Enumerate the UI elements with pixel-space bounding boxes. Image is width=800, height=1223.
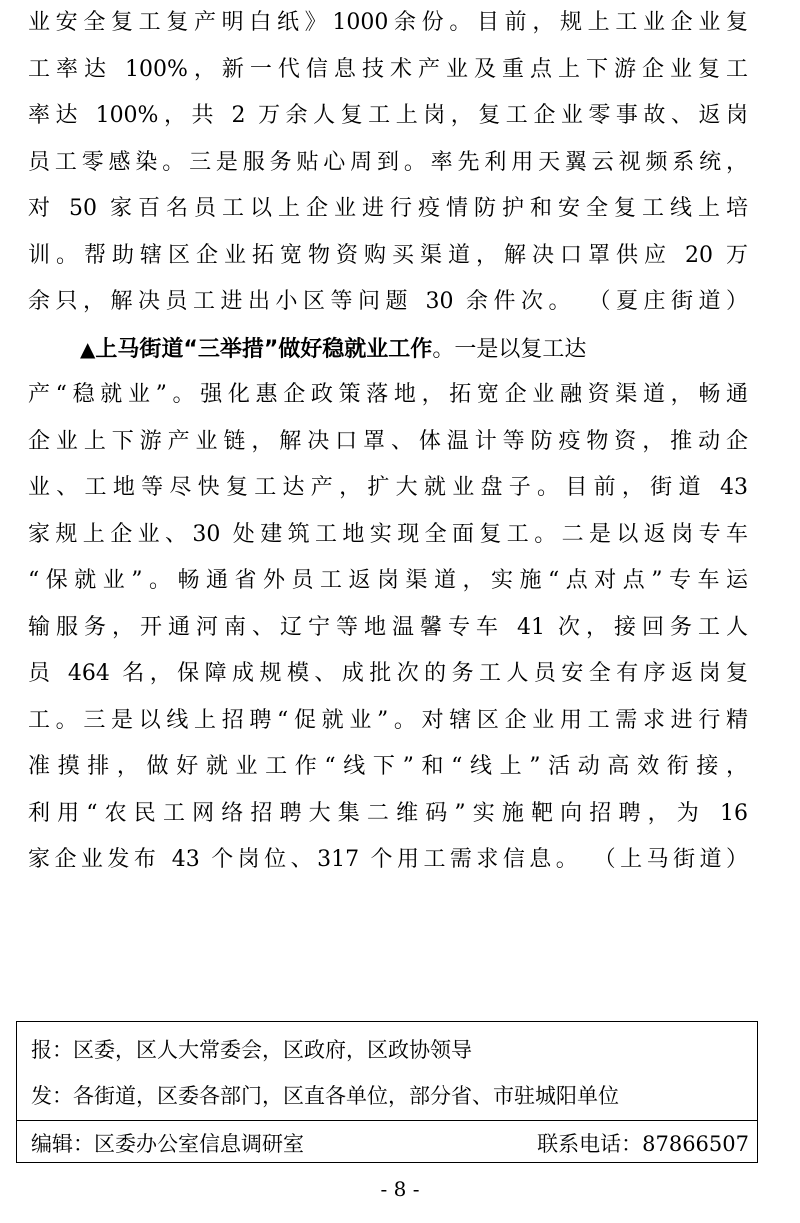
section-heading-line [28,326,748,373]
paragraph-line: 输服务，开通河南、辽宁等地温馨专车 41 次，接回务工人 [28,614,748,640]
section-first-line-text: 。一是以复工达 [432,336,587,362]
contact-phone: 联系电话：87866507 [537,1132,749,1156]
paragraph-line: 员工零感染。三是服务贴心周到。率先利用天翼云视频系统， [28,149,748,175]
paragraph-line: 利用“农民工网络招聘大集二维码”实施靶向招聘，为 16 [28,800,748,826]
paragraph-line: 家规上企业、30 处建筑工地实现全面复工。二是以返岗专车 [28,521,748,547]
section-heading: 上马街道“三举措”做好稳就业工作 [95,336,433,362]
paragraph-line: 员 464 名，保障成规模、成批次的务工人员安全有序返岗复 [28,661,748,686]
paragraph-line: 对 50 家百名员工以上企业进行疫情防护和安全复工线上培 [28,196,748,221]
footer-divider [17,1120,757,1121]
paragraph-line: 产“稳就业”。强化惠企政策落地，拓宽企业融资渠道，畅通 [28,382,748,407]
paragraph-line: 业安全复工复产明白纸》1000余份。目前，规上工业企业复 [28,10,748,35]
report-to-line: 报：区委，区人大常委会，区政府，区政协领导 [31,1038,472,1062]
triangle-icon: ▲ [80,336,96,361]
body-text [28,0,748,884]
paragraph-line: 训。帮助辖区企业拓宽物资购买渠道，解决口罩供应 20 万 [28,242,748,268]
send-to-line: 发：各街道，区委各部门，区直各单位，部分省、市驻城阳单位 [31,1084,619,1108]
editor-line: 编辑：区委办公室信息调研室 [31,1132,304,1156]
paragraph-line: 企业上下游产业链，解决口罩、体温计等防疫物资，推动企 [28,428,748,454]
paragraph-line: “保就业”。畅通省外员工返岗渠道，实施“点对点”专车运 [28,568,748,593]
distribution-footer [16,1021,758,1163]
paragraph-line: 业、工地等尽快复工达产，扩大就业盘子。目前，街道 43 [28,475,748,500]
page-number: - 8 - [380,1177,420,1201]
paragraph-line: 工率达 100%，新一代信息技术产业及重点上下游企业复工 [28,56,748,82]
paragraph-line: 家企业发布 43 个岗位、317 个用工需求信息。 （上马街道） [28,847,748,872]
paragraph-line: 工。三是以线上招聘“促就业”。对辖区企业用工需求进行精 [28,707,748,733]
paragraph-line: 率达 100%，共 2 万余人复工上岗，复工企业零事故、返岗 [28,103,748,128]
paragraph-line: 余只，解决员工进出小区等问题 30 余件次。 （夏庄街道） [28,289,748,314]
paragraph-line: 准摸排，做好就业工作“线下”和“线上”活动高效衔接， [28,754,748,779]
